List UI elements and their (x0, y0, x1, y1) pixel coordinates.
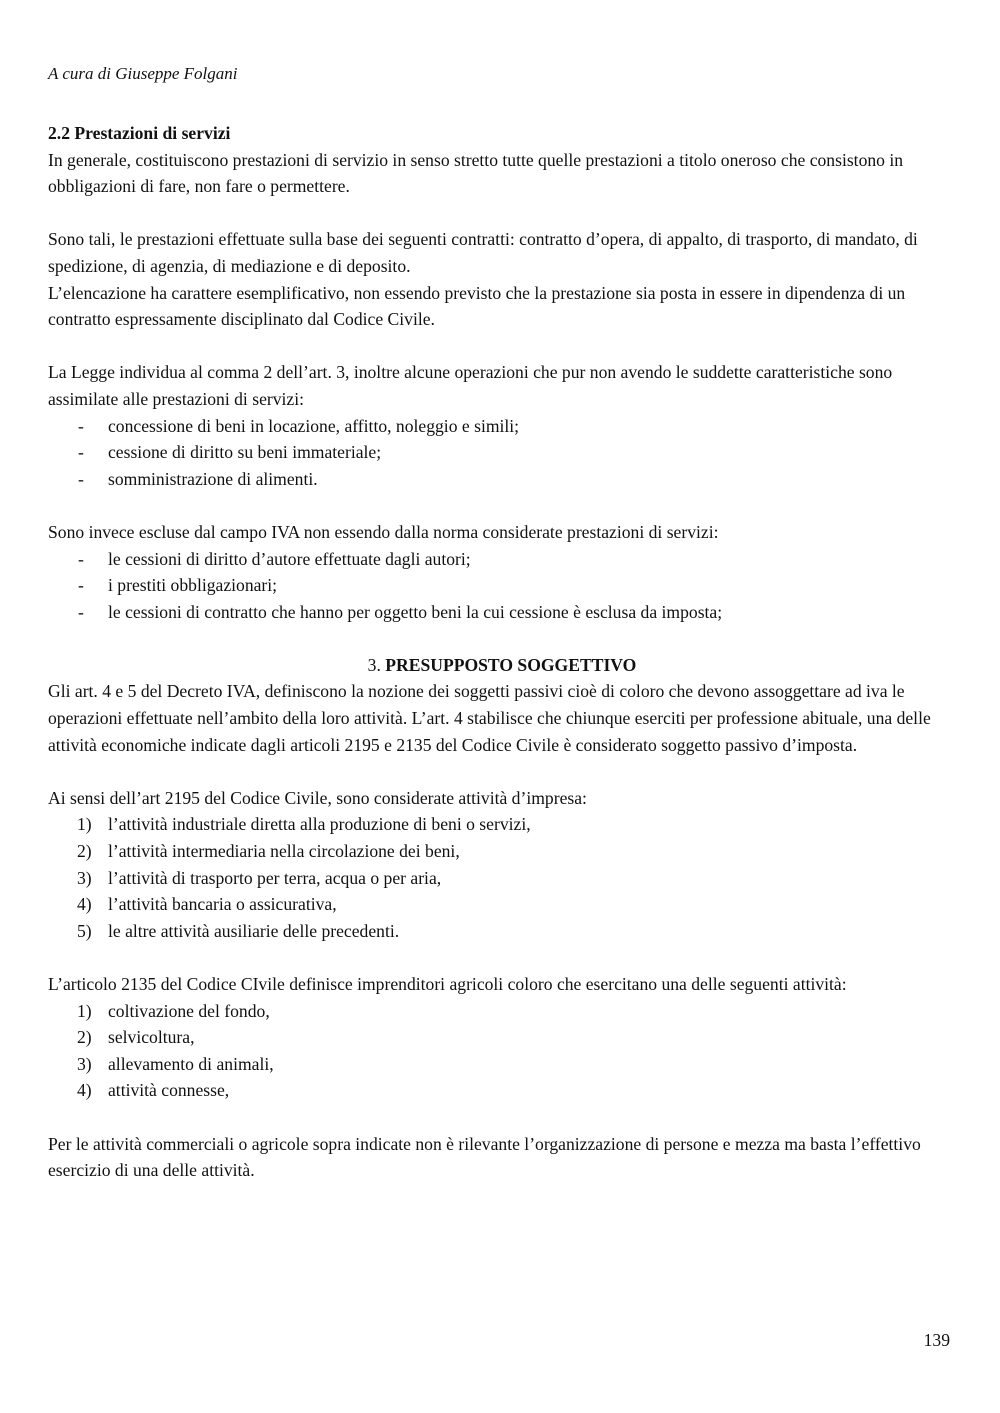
paragraph-gap (48, 492, 956, 519)
section-3-paragraph-2: Ai sensi dell’art 2195 del Codice Civile, sono considerate attività d’impresa: (48, 787, 587, 808)
list-item-text: cessione di diritto su beni immateriale; (108, 442, 382, 463)
excluded-services-list (48, 546, 956, 626)
section-3-heading (48, 652, 956, 679)
list-item-text: l’attività intermediaria nella circolazione dei beni, (108, 841, 460, 862)
dash-marker: - (78, 468, 84, 489)
number-marker: 4) (77, 894, 92, 915)
list-item (48, 1077, 956, 1104)
number-marker: 5) (77, 920, 92, 941)
list-item-text: le cessioni di contratto che hanno per oggetto beni la cui cessione è esclusa da imposta; (108, 601, 723, 622)
dash-marker: - (78, 575, 84, 596)
list-item-text: le cessioni di diritto d’autore effettuate dagli autori; (108, 548, 471, 569)
list-item-text: i prestiti obbligazionari; (108, 575, 278, 596)
section-2-2-paragraph-2: Sono tali, le prestazioni effettuate sulla base dei seguenti contratti: contratto d’opera, di appalto, di trasporto, di mandato, di spedizione, di agenzia, di mediazione e di deposito. (48, 229, 918, 276)
agricoli-activities-list (48, 998, 956, 1104)
list-item (48, 439, 956, 466)
section-3-title: PRESUPPOSTO SOGGETTIVO (385, 654, 637, 675)
list-item-text: l’attività industriale diretta alla produzione di beni o servizi, (108, 814, 531, 835)
section-3-paragraph-4: Per le attività commerciali o agricole sopra indicate non è rilevante l’organizzazione di persone e mezza ma basta l’effettivo esercizio di una delle attività. (48, 1133, 921, 1181)
number-marker: 1) (77, 814, 92, 835)
number-marker: 2) (77, 1027, 92, 1048)
paragraph-gap (48, 200, 956, 227)
section-3-paragraph-1: Gli art. 4 e 5 del Decreto IVA, definiscono la nozione dei soggetti passivi cioè di coloro che devono assoggettare ad iva le operazioni effettuate nell’ambito della loro attività. L’art. 4 stabilisce che chiunque eserciti per professione abituale, una delle attività economiche indicate dagli articoli 2195 e 2135 del Codice Civile è considerato soggetto passivo d’imposta. (48, 681, 931, 755)
impresa-activities-list (48, 811, 956, 944)
list-item (48, 413, 956, 440)
paragraph-gap (48, 333, 956, 360)
list-item (48, 998, 956, 1025)
list-item-text: le altre attività ausiliarie delle precedenti. (108, 920, 400, 941)
list-item (48, 1024, 956, 1051)
paragraph-gap (48, 1104, 956, 1131)
list-item-text: concessione di beni in locazione, affitto, noleggio e simili; (108, 415, 520, 436)
list-item (48, 811, 956, 838)
list-item (48, 918, 956, 945)
list-item (48, 572, 956, 599)
section-3-paragraph-3: L’articolo 2135 del Codice CIvile definisce imprenditori agricoli coloro che esercitano una delle seguenti attività: (48, 974, 847, 994)
list-item (48, 599, 956, 626)
list-item (48, 466, 956, 493)
number-marker: 2) (77, 841, 92, 862)
section-2-2-paragraph-3: L’elencazione ha carattere esemplificativo, non essendo previsto che la prestazione sia posta in essere in dipendenza di un contratto espressamente disciplinato dal Codice Civile. (48, 282, 906, 330)
dash-marker: - (78, 442, 84, 463)
dash-marker: - (78, 415, 84, 436)
section-2-2-paragraph-4: La Legge individua al comma 2 dell’art. 3, inoltre alcune operazioni che pur non avendo le suddette caratteristiche sono assimilate alle prestazioni di servizi: (48, 362, 893, 409)
page-number: 139 (923, 1330, 950, 1350)
section-3-number: 3. (367, 654, 381, 675)
assimilate-services-list (48, 413, 956, 493)
number-marker: 3) (77, 1053, 92, 1074)
list-item-text: l’attività di trasporto per terra, acqua o per aria, (108, 867, 442, 888)
list-item-text: coltivazione del fondo, (108, 1000, 270, 1021)
list-item-text: selvicoltura, (108, 1027, 195, 1048)
list-item-text: somministrazione di alimenti. (108, 468, 318, 489)
number-marker: 4) (77, 1080, 92, 1101)
page-content (48, 120, 956, 1184)
paragraph-gap (48, 625, 956, 652)
list-item-text: l’attività bancaria o assicurativa, (108, 894, 337, 915)
paragraph-gap (48, 944, 956, 971)
list-item (48, 891, 956, 918)
dash-marker: - (78, 548, 84, 569)
section-2-2-title: 2.2 Prestazioni di servizi (48, 123, 231, 143)
list-item (48, 865, 956, 892)
list-item-text: allevamento di animali, (108, 1053, 274, 1074)
list-item (48, 838, 956, 865)
dash-marker: - (78, 601, 84, 622)
number-marker: 3) (77, 867, 92, 888)
list-item (48, 546, 956, 573)
section-2-2-paragraph-1: In generale, costituiscono prestazioni di servizio in senso stretto tutte quelle prestazioni a titolo oneroso che consistono in obbligazioni di fare, non fare o permettere. (48, 149, 904, 197)
paragraph-gap (48, 758, 956, 785)
section-2-2-paragraph-5: Sono invece escluse dal campo IVA non essendo dalla norma considerate prestazioni di servizi: (48, 521, 719, 542)
list-item-text: attività connesse, (108, 1080, 230, 1101)
list-item (48, 1051, 956, 1078)
number-marker: 1) (77, 1000, 92, 1021)
page-header-author: A cura di Giuseppe Folgani (48, 64, 238, 83)
